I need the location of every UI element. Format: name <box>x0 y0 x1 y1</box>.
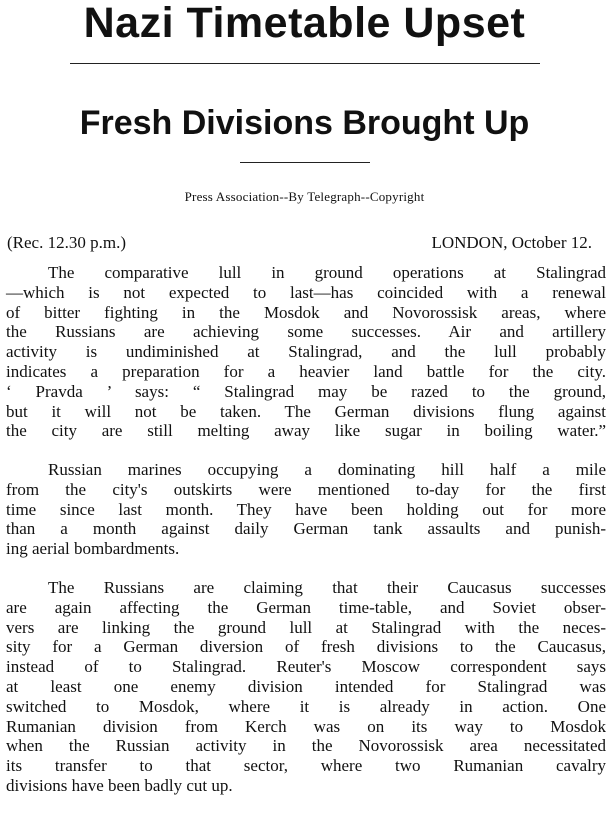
paragraph-line: time since last month. They have been holding out for more <box>6 499 606 519</box>
paragraph-line: Rumanian division from Kerch was on its way to Mosdok <box>6 716 606 736</box>
paragraph-line: —which is not expected to last—has coincided with a renewal <box>6 282 606 302</box>
paragraph-line: vers are linking the ground lull at Stalingrad with the neces- <box>6 617 606 637</box>
paragraph-line: its transfer to that sector, where two Rumanian cavalry <box>6 756 606 776</box>
subheadline: Fresh Divisions Brought Up <box>79 104 530 142</box>
paragraph-line: the Russians are achieving some successes. Air and artillery <box>6 322 606 342</box>
paragraph-line: instead of to Stalingrad. Reuter's Moscow correspondent says <box>6 657 606 677</box>
paragraph-line: at least one enemy division intended for Stalingrad was <box>6 676 606 696</box>
paragraph-line: indicates a preparation for a heavier land battle for the city. <box>6 361 606 381</box>
paragraph-line: but it will not be taken. The German divisions flung against <box>6 401 606 421</box>
article-paragraph-2 <box>6 460 606 559</box>
subheadline-divider <box>240 162 370 163</box>
paragraph-line: of bitter fighting in the Mosdok and Novorossisk areas, where <box>6 302 606 322</box>
dateline: LONDON, October 12. <box>431 233 592 252</box>
paragraph-line: The comparative lull in ground operations at Stalingrad <box>48 263 606 282</box>
paragraph-line: activity is undiminished at Stalingrad, and the lull probably <box>6 342 606 362</box>
article-paragraph-1 <box>6 263 606 441</box>
paragraph-line: than a month against daily German tank assaults and punish- <box>6 519 606 539</box>
received-time: (Rec. 12.30 p.m.) <box>7 233 126 252</box>
paragraph-line: Russian marines occupying a dominating hill half a mile <box>48 460 606 479</box>
article-paragraph-3 <box>6 578 606 796</box>
headline: Nazi Timetable Upset <box>83 0 526 47</box>
byline: Press Association--By Telegraph--Copyright <box>184 189 425 204</box>
paragraph-line: sity for a German diversion of fresh divisions to the Caucasus, <box>6 637 606 657</box>
paragraph-line: when the Russian activity in the Novorossisk area necessitated <box>6 736 606 756</box>
paragraph-line: The Russians are claiming that their Caucasus successes <box>48 578 606 597</box>
paragraph-line: the city are still melting away like sugar in boiling water.” <box>6 421 606 441</box>
headline-divider <box>70 63 540 64</box>
paragraph-line: divisions have been badly cut up. <box>6 775 233 795</box>
paragraph-line: are again affecting the German time-table, and Soviet obser- <box>6 597 606 617</box>
paragraph-line: ing aerial bombardments. <box>6 539 180 559</box>
paragraph-line: from the city's outskirts were mentioned to-day for the first <box>6 479 606 499</box>
paragraph-line: ‘ Pravda ’ says: “ Stalingrad may be razed to the ground, <box>6 381 606 401</box>
paragraph-line: switched to Mosdok, where it is already in action. One <box>6 696 606 716</box>
